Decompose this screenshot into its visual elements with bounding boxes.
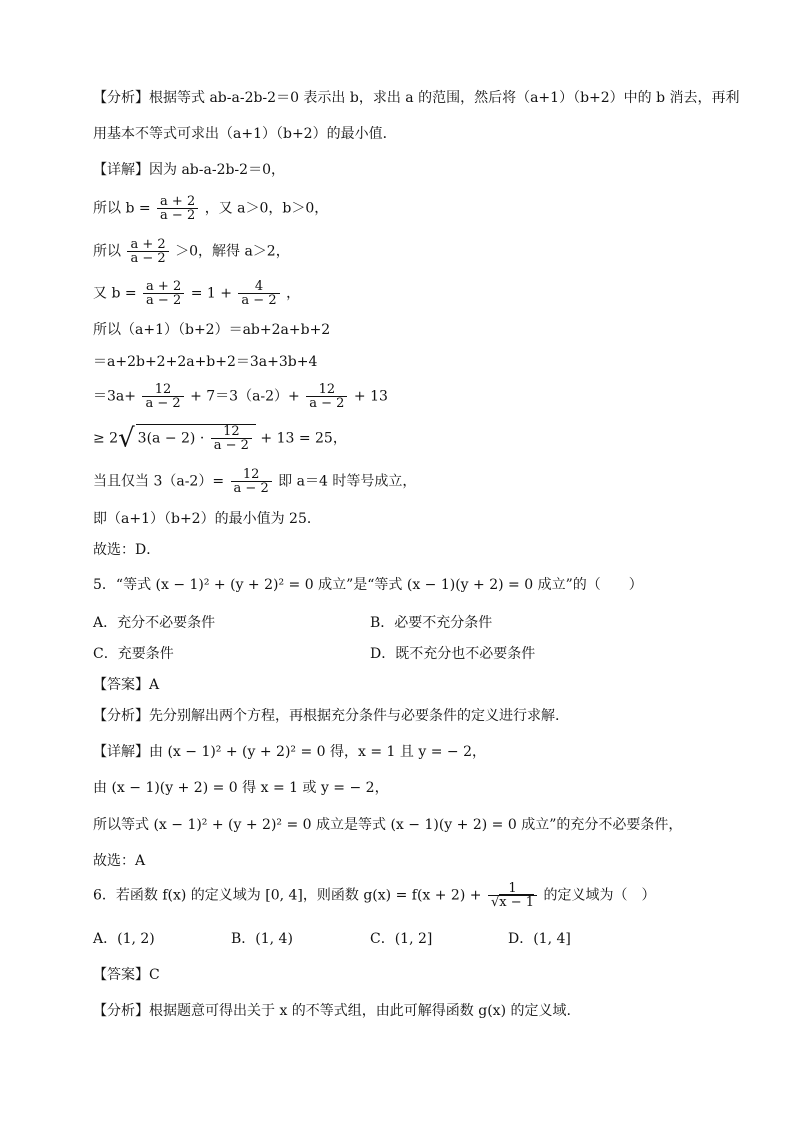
q6-option-d: D．(1, 4] <box>508 931 571 947</box>
b-def-prefix: 所以 b = <box>93 200 151 217</box>
am-prefix: ≥ 2 <box>93 430 119 447</box>
q5-option-a: A．充分不必要条件 <box>93 615 216 631</box>
fraction-12-over-a-minus-2 <box>211 425 252 452</box>
q6-stem <box>93 882 655 909</box>
detail-line-equality <box>93 468 416 495</box>
detail-line-again <box>93 280 300 307</box>
fraction-numerator: a + 2 <box>146 279 182 294</box>
q6-analysis: 【分析】根据题意可得出关于 x 的不等式组，由此可解得函数 g(x) 的定义域. <box>93 1003 571 1019</box>
fraction-a-plus-2-over-a-minus-2 <box>127 238 168 265</box>
q5-detail-3: 所以等式 (x − 1)² + (y + 2)² = 0 成立是等式 (x − 1)(y + 2) = 0 成立”的充分不必要条件， <box>93 817 683 833</box>
sub-suffix: + 13 <box>353 388 388 405</box>
detail-line-ineq <box>93 238 290 265</box>
fraction-denominator: a − 2 <box>127 251 168 265</box>
detail-tag: 【详解】 <box>93 162 149 178</box>
fraction-12-over-a-minus-2 <box>306 383 347 410</box>
fraction-denominator: a − 2 <box>143 293 184 307</box>
q5-detail-2: 由 (x − 1)(y + 2) = 0 得 x = 1 或 y = − 2， <box>93 780 389 796</box>
fraction-numerator: 12 <box>242 467 260 482</box>
detail-line-substitute <box>93 383 388 410</box>
detail-line-expand: ＝a+2b+2+2a+b+2＝3a+3b+4 <box>93 354 318 370</box>
detail-line-1 <box>93 160 285 180</box>
fraction-numerator: a + 2 <box>160 194 196 209</box>
detail-text-1: 因为 ab-a-2b-2＝0， <box>149 162 285 178</box>
sub-middle: + 7＝3（a-2）+ <box>190 388 300 405</box>
q5-option-b: B．必要不充分条件 <box>370 615 493 631</box>
fraction-4-over-a-minus-2 <box>238 280 279 307</box>
fraction-numerator: 12 <box>223 424 240 439</box>
detail-line-b <box>93 195 328 222</box>
fraction-numerator: a + 2 <box>130 237 166 252</box>
ineq-suffix: ＞0，解得 a＞2， <box>175 243 290 260</box>
radicand <box>136 424 256 452</box>
fraction-12-over-a-minus-2 <box>231 468 272 495</box>
fraction-denominator: a − 2 <box>211 438 252 452</box>
fraction-denominator: a − 2 <box>231 481 272 495</box>
eq-prefix: 当且仅当 3（a-2）= <box>93 473 225 490</box>
analysis-line-1 <box>93 88 740 108</box>
detail-line-am-gm <box>93 424 347 452</box>
analysis-tag: 【分析】 <box>93 90 149 106</box>
detail-line-choose: 故选：D． <box>93 542 161 558</box>
q6-option-b: B．(1, 4) <box>231 931 293 947</box>
q6-option-c: C．(1, 2] <box>370 931 433 947</box>
analysis-line-2: 用基本不等式可求出（a+1）（b+2）的最小值． <box>93 126 397 142</box>
again-suffix: ， <box>286 285 301 302</box>
q5-analysis: 【分析】先分别解出两个方程，再根据充分条件与必要条件的定义进行求解. <box>93 708 560 724</box>
am-suffix: + 13 = 25， <box>260 430 347 447</box>
analysis-text-1: 根据等式 ab-a-2b-2＝0 表示出 b，求出 a 的范围，然后将（a+1）（b+2）中的 b 消去，再利 <box>149 90 740 106</box>
fraction-1-over-sqrt-x-minus-1 <box>488 882 537 909</box>
fraction-numerator: 12 <box>318 382 336 397</box>
fraction-denominator: a − 2 <box>157 208 198 222</box>
q5-detail-1: 【详解】由 (x − 1)² + (y + 2)² = 0 得，x = 1 且 y = − 2， <box>93 744 486 760</box>
fraction-a-plus-2-over-a-minus-2 <box>157 195 198 222</box>
q5-choose: 故选：A <box>93 853 146 869</box>
q5-option-c: C．充要条件 <box>93 646 174 662</box>
ineq-prefix: 所以 <box>93 243 121 260</box>
q6-answer: 【答案】C <box>93 967 160 983</box>
fraction-a-plus-2-over-a-minus-2 <box>143 280 184 307</box>
radicand-text: x − 1 <box>499 895 534 910</box>
b-def-suffix: ，又 a＞0，b＞0， <box>204 200 329 217</box>
fraction-denominator: a − 2 <box>238 293 279 307</box>
q5-answer: 【答案】A <box>93 677 160 693</box>
q6-stem-suffix: 的定义域为（ ） <box>543 887 656 904</box>
q6-stem-prefix: 6．若函数 f(x) 的定义域为 [0, 4]，则函数 g(x) = f(x + 2) + <box>93 887 482 904</box>
fraction-denominator: a − 2 <box>142 396 183 410</box>
again-prefix: 又 b = <box>93 285 137 302</box>
again-middle: = 1 + <box>190 285 232 302</box>
fraction-numerator: 4 <box>254 279 264 294</box>
eq-suffix: 即 a＝4 时等号成立， <box>278 473 417 490</box>
fraction-denominator: √x − 1 <box>488 895 537 909</box>
radicand-text: 3(a − 2) · <box>137 430 205 447</box>
detail-line-product: 所以（a+1）（b+2）＝ab+2a+b+2 <box>93 322 331 338</box>
q5-option-d: D．既不充分也不必要条件 <box>370 646 536 662</box>
detail-line-min: 即（a+1）（b+2）的最小值为 25． <box>93 511 321 527</box>
radical-sign: √ <box>118 423 135 454</box>
fraction-12-over-a-minus-2 <box>142 383 183 410</box>
q5-stem: 5．“等式 (x − 1)² + (y + 2)² = 0 成立”是“等式 (x − 1)(y + 2) = 0 成立”的（ ） <box>93 577 643 593</box>
sub-prefix: ＝3a+ <box>93 388 136 405</box>
fraction-numerator: 1 <box>508 881 517 896</box>
q6-option-a: A．(1, 2) <box>93 931 155 947</box>
fraction-numerator: 12 <box>154 382 172 397</box>
fraction-denominator: a − 2 <box>306 396 347 410</box>
